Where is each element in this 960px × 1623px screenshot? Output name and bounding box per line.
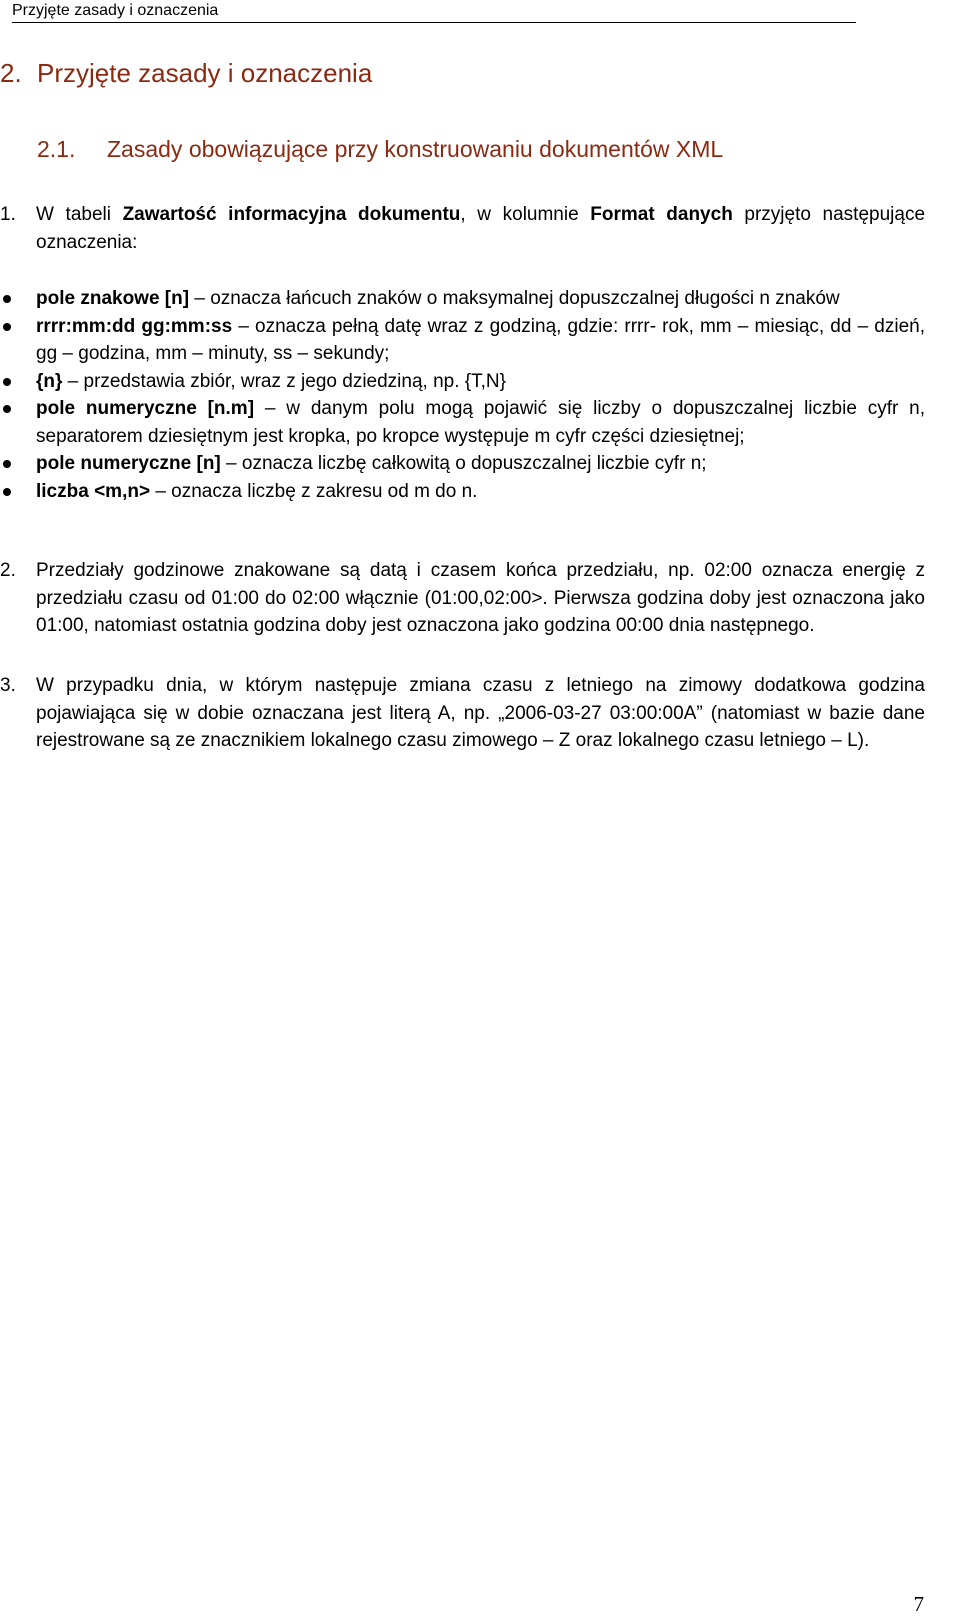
item-number: 3. — [0, 675, 16, 696]
definition-text: – w danym polu mogą pojawić się liczby o dopuszczalnej liczbie cyfr n, separatorem dziesiętnym jest kropka, po kropce występuje m cyfr części dziesiętnej; — [36, 398, 926, 447]
bullet-icon — [3, 378, 11, 386]
definition-list — [0, 285, 925, 505]
definition-term: rrrr:mm:dd gg:mm:ss — [36, 315, 233, 337]
list-item-2 — [0, 557, 925, 640]
item-text: W przypadku dnia, w którym następuje zmiana czasu z letniego na zimowy dodatkowa godzina pojawiająca się w dobie oznaczana jest literą A, np. „2006-03-27 03:00:00A” (natomiast w bazie dane rejestrowane są ze znacznikiem lokalnego czasu zimowego – Z oraz lokalnego czasu letniego – L). — [36, 675, 925, 751]
item-number: 2. — [0, 560, 16, 581]
definition-item — [0, 313, 925, 368]
section-number: 2. — [0, 58, 22, 88]
subsection-heading — [37, 136, 723, 163]
subsection-title: Zasady obowiązujące przy konstruowaniu dokumentów XML — [107, 136, 724, 162]
item-number: 1. — [0, 204, 16, 225]
item-text — [36, 201, 925, 256]
subsection-number: 2.1. — [37, 136, 76, 162]
definition-text: – oznacza łańcuch znaków o maksymalnej dopuszczalnej długości n znaków — [189, 288, 840, 309]
bullet-icon — [3, 323, 11, 331]
text-run: W tabeli — [36, 204, 123, 225]
bullet-icon — [3, 460, 11, 468]
definition-text: – oznacza liczbę całkowitą o dopuszczalnej liczbie cyfr n; — [220, 453, 707, 474]
bullet-icon — [3, 488, 11, 496]
running-header: Przyjęte zasady i oznaczenia — [12, 0, 856, 23]
definition-text: – oznacza pełną datę wraz z godziną, gdzie: rrrr- rok, mm – miesiąc, dd – dzień, gg – godzina, mm – minuty, ss – sekundy; — [36, 315, 925, 364]
item-text: Przedziały godzinowe znakowane są datą i czasem końca przedziału, np. 02:00 oznacza energię z przedziału czasu od 01:00 do 02:00 włącznie (01:00,02:00>. Pierwsza godzina doby jest oznaczona jako 01:00, natomiast ostatnia godzina doby jest oznaczona jako godzina 00:00 dnia następnego. — [36, 560, 925, 636]
section-heading — [0, 58, 372, 89]
definition-item — [0, 285, 925, 313]
list-item-3 — [0, 672, 925, 755]
section-title: Przyjęte zasady i oznaczenia — [37, 58, 373, 88]
definition-term: pole znakowe [n] — [36, 288, 190, 309]
definition-item — [0, 450, 925, 478]
definition-text: – oznacza liczbę z zakresu od m do n. — [150, 480, 478, 502]
definition-term: {n} — [36, 370, 63, 392]
bullet-icon — [3, 295, 11, 303]
definition-item — [0, 368, 925, 396]
definition-item — [0, 478, 925, 506]
page-number: 7 — [913, 1592, 924, 1616]
bold-term: Zawartość informacyjna dokumentu — [122, 204, 461, 225]
text-run: , w kolumnie — [460, 204, 591, 225]
bullet-icon — [3, 405, 11, 413]
definition-term: pole numeryczne [n.m] — [36, 398, 255, 419]
definition-term: liczba <m,n> — [36, 480, 151, 502]
definition-item — [0, 395, 925, 450]
bold-term: Format danych — [590, 204, 733, 225]
definition-text: – przedstawia zbiór, wraz z jego dziedziną, np. {T,N} — [62, 370, 506, 392]
text-run: przyjęto następujące oznaczenia: — [36, 204, 926, 253]
list-item-1 — [0, 201, 925, 256]
definition-term: pole numeryczne [n] — [36, 453, 221, 474]
